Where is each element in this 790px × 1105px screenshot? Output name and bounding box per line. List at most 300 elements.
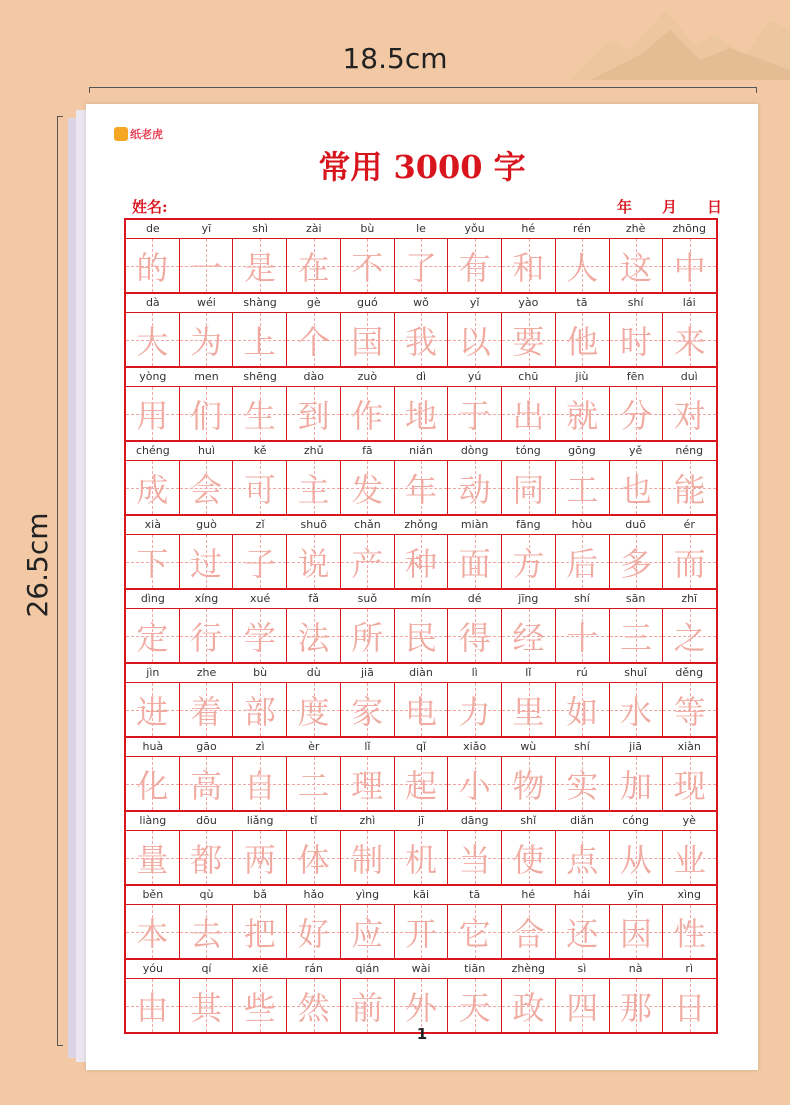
- tian-zi-cell: [663, 757, 716, 810]
- trace-character: 有: [458, 248, 491, 287]
- pinyin-label: hé: [521, 222, 536, 235]
- trace-character: 家: [351, 692, 384, 731]
- tian-zi-cell: [556, 313, 610, 366]
- pinyin-label: kě: [253, 444, 267, 457]
- tian-zi-cell: [287, 979, 341, 1032]
- trace-character: 为: [190, 322, 223, 361]
- trace-character: 水: [619, 692, 652, 731]
- character-row: [126, 609, 716, 664]
- tian-zi-cell: [556, 979, 610, 1032]
- pinyin-label: tóng: [515, 444, 541, 457]
- trace-character: 了: [405, 248, 438, 287]
- pinyin-label: zhì: [359, 814, 376, 827]
- character-row: [126, 461, 716, 516]
- pinyin-label: gè: [306, 296, 321, 309]
- pinyin-label: diǎn: [570, 814, 594, 827]
- trace-character: 电: [405, 692, 438, 731]
- pinyin-label: zì: [255, 740, 265, 753]
- tian-zi-cell: [448, 757, 502, 810]
- tian-zi-cell: [448, 461, 502, 514]
- trace-character: 一: [190, 248, 223, 287]
- pinyin-label: yào: [518, 296, 539, 309]
- grid-row: [126, 886, 716, 960]
- trace-character: 它: [458, 914, 491, 953]
- pinyin-label: dào: [303, 370, 324, 383]
- trace-character: 四: [566, 988, 599, 1027]
- pinyin-label: zhǒng: [404, 518, 438, 531]
- pinyin-label: ér: [683, 518, 695, 531]
- tian-zi-cell: [610, 239, 664, 292]
- trace-character: 也: [619, 470, 652, 509]
- tian-zi-cell: [287, 461, 341, 514]
- pinyin-label: wǒ: [413, 296, 429, 309]
- pinyin-label: bù: [253, 666, 268, 679]
- pinyin-label: le: [416, 222, 426, 235]
- trace-character: 如: [566, 692, 599, 731]
- tian-zi-cell: [126, 831, 180, 884]
- tian-zi-cell: [287, 757, 341, 810]
- tian-zi-cell: [502, 979, 556, 1032]
- tian-zi-cell: [502, 461, 556, 514]
- trace-character: 法: [297, 618, 330, 657]
- pinyin-label: tiān: [464, 962, 486, 975]
- tian-zi-cell: [395, 239, 449, 292]
- pinyin-label: shí: [627, 296, 644, 309]
- pinyin-label: yú: [467, 370, 482, 383]
- trace-character: 好: [297, 914, 330, 953]
- character-row: [126, 313, 716, 368]
- trace-character: 中: [673, 248, 706, 287]
- pinyin-row: [126, 590, 716, 609]
- tian-zi-cell: [663, 905, 716, 958]
- pinyin-label: dé: [467, 592, 482, 605]
- tian-zi-cell: [126, 905, 180, 958]
- pinyin-label: sān: [625, 592, 646, 605]
- tian-zi-cell: [448, 239, 502, 292]
- trace-character: 行: [190, 618, 223, 657]
- character-row: [126, 905, 716, 960]
- tian-zi-cell: [610, 461, 664, 514]
- tian-zi-cell: [610, 313, 664, 366]
- trace-character: 体: [297, 840, 330, 879]
- pinyin-label: shuō: [300, 518, 327, 531]
- tian-zi-cell: [502, 313, 556, 366]
- tian-zi-cell: [502, 609, 556, 662]
- tian-zi-cell: [448, 387, 502, 440]
- tian-zi-cell: [341, 979, 395, 1032]
- tian-zi-cell: [395, 609, 449, 662]
- pinyin-label: huà: [142, 740, 164, 753]
- tian-zi-cell: [663, 979, 716, 1032]
- tian-zi-cell: [341, 905, 395, 958]
- trace-character: 对: [673, 396, 706, 435]
- tian-zi-cell: [126, 461, 180, 514]
- tian-zi-cell: [126, 757, 180, 810]
- tian-zi-cell: [341, 461, 395, 514]
- pinyin-label: men: [194, 370, 219, 383]
- trace-character: 经: [512, 618, 545, 657]
- pinyin-row: [126, 886, 716, 905]
- practice-grid: [124, 218, 718, 1034]
- tian-zi-cell: [448, 683, 502, 736]
- tian-zi-cell: [180, 979, 234, 1032]
- pinyin-label: chǎn: [354, 518, 381, 531]
- pinyin-label: zhǔ: [303, 444, 324, 457]
- page-title: 常用 3000 字: [318, 148, 526, 186]
- trace-character: 合: [512, 914, 545, 953]
- trace-character: 业: [673, 840, 706, 879]
- pinyin-label: hé: [521, 888, 536, 901]
- tian-zi-cell: [180, 905, 234, 958]
- tian-zi-cell: [341, 683, 395, 736]
- pinyin-label: wéi: [197, 296, 216, 309]
- pinyin-label: yī: [201, 222, 212, 235]
- trace-character: 子: [243, 544, 276, 583]
- pinyin-label: yòng: [139, 370, 167, 383]
- pinyin-label: dòng: [460, 444, 489, 457]
- tian-zi-cell: [610, 683, 664, 736]
- tian-zi-cell: [610, 979, 664, 1032]
- tian-zi-cell: [287, 387, 341, 440]
- pinyin-label: nián: [409, 444, 433, 457]
- pinyin-label: yǐ: [469, 296, 480, 309]
- pinyin-label: liǎng: [246, 814, 274, 827]
- trace-character: 同: [512, 470, 545, 509]
- pinyin-label: mín: [410, 592, 432, 605]
- pinyin-row: [126, 220, 716, 239]
- tian-zi-cell: [395, 905, 449, 958]
- width-dimension-label: 18.5cm: [342, 42, 448, 75]
- pinyin-label: zhī: [681, 592, 698, 605]
- tian-zi-cell: [233, 905, 287, 958]
- trace-character: 定: [136, 618, 169, 657]
- trace-character: 就: [566, 396, 599, 435]
- pinyin-label: kāi: [412, 888, 430, 901]
- page-number: 1: [416, 1025, 428, 1043]
- trace-character: 里: [512, 692, 545, 731]
- trace-character: 天: [458, 988, 491, 1027]
- grid-row: [126, 516, 716, 590]
- pinyin-label: yě: [628, 444, 643, 457]
- pinyin-label: gōng: [568, 444, 596, 457]
- trace-character: 小: [458, 766, 491, 805]
- trace-character: 说: [297, 544, 330, 583]
- tian-zi-cell: [502, 905, 556, 958]
- trace-character: 大: [136, 322, 169, 361]
- pinyin-label: děng: [675, 666, 704, 679]
- pinyin-label: miàn: [460, 518, 489, 531]
- pinyin-label: shí: [574, 740, 590, 753]
- trace-character: 民: [405, 618, 438, 657]
- pinyin-label: zhōng: [672, 222, 706, 235]
- tian-zi-cell: [180, 757, 234, 810]
- grid-row: [126, 960, 716, 1032]
- brand-logo: [114, 126, 163, 142]
- pinyin-row: [126, 960, 716, 979]
- trace-character: 使: [512, 840, 545, 879]
- tian-zi-cell: [180, 387, 234, 440]
- tian-zi-cell: [287, 239, 341, 292]
- trace-character: 生: [243, 396, 276, 435]
- tian-zi-cell: [233, 979, 287, 1032]
- trace-character: 由: [136, 988, 169, 1027]
- pinyin-label: cóng: [622, 814, 649, 827]
- tian-zi-cell: [395, 461, 449, 514]
- trace-character: 力: [458, 692, 491, 731]
- trace-character: 之: [673, 618, 706, 657]
- pinyin-label: jiā: [360, 666, 374, 679]
- grid-row: [126, 812, 716, 886]
- trace-character: 个: [297, 322, 330, 361]
- tian-zi-cell: [341, 831, 395, 884]
- pinyin-label: lǐ: [525, 666, 532, 679]
- tian-zi-cell: [663, 683, 716, 736]
- tian-zi-cell: [610, 535, 664, 588]
- trace-character: 去: [190, 914, 223, 953]
- trace-character: 可: [243, 470, 276, 509]
- trace-character: 然: [297, 988, 330, 1027]
- pinyin-label: dì: [416, 370, 427, 383]
- pinyin-label: qǐ: [416, 740, 427, 753]
- trace-character: 面: [458, 544, 491, 583]
- tian-zi-cell: [233, 387, 287, 440]
- practice-page: [86, 104, 758, 1070]
- tian-zi-cell: [502, 757, 556, 810]
- tian-zi-cell: [341, 313, 395, 366]
- trace-character: 其: [190, 988, 223, 1027]
- trace-character: 等: [673, 692, 706, 731]
- grid-row: [126, 368, 716, 442]
- trace-character: 成: [136, 470, 169, 509]
- character-row: [126, 683, 716, 738]
- pinyin-label: tā: [469, 888, 481, 901]
- trace-character: 物: [512, 766, 545, 805]
- pinyin-label: zǐ: [255, 518, 265, 531]
- tian-zi-cell: [233, 757, 287, 810]
- tian-zi-cell: [663, 387, 716, 440]
- trace-character: 多: [619, 544, 652, 583]
- tian-zi-cell: [610, 757, 664, 810]
- trace-character: 出: [512, 396, 545, 435]
- trace-character: 化: [136, 766, 169, 805]
- trace-character: 因: [619, 914, 652, 953]
- trace-character: 当: [458, 840, 491, 879]
- character-row: [126, 239, 716, 294]
- pinyin-label: dù: [306, 666, 321, 679]
- tian-zi-cell: [663, 831, 716, 884]
- character-row: [126, 831, 716, 886]
- trace-character: 两: [243, 840, 276, 879]
- trace-character: 种: [405, 544, 438, 583]
- trace-character: 进: [136, 692, 169, 731]
- trace-character: 和: [512, 248, 545, 287]
- trace-character: 实: [566, 766, 599, 805]
- character-row: [126, 535, 716, 590]
- trace-character: 时: [619, 322, 652, 361]
- tian-zi-cell: [233, 683, 287, 736]
- trace-character: 来: [673, 322, 706, 361]
- pinyin-label: shuǐ: [624, 666, 647, 679]
- character-row: [126, 979, 716, 1032]
- tian-zi-cell: [287, 831, 341, 884]
- pinyin-label: liàng: [139, 814, 167, 827]
- tian-zi-cell: [180, 535, 234, 588]
- pinyin-label: dōu: [196, 814, 217, 827]
- tian-zi-cell: [556, 387, 610, 440]
- tian-zi-cell: [502, 239, 556, 292]
- pinyin-label: rén: [572, 222, 591, 235]
- pinyin-row: [126, 294, 716, 313]
- trace-character: 现: [673, 766, 706, 805]
- trace-character: 三: [619, 618, 652, 657]
- tian-zi-cell: [287, 535, 341, 588]
- pinyin-label: duō: [625, 518, 646, 531]
- pinyin-label: sì: [577, 962, 587, 975]
- grid-row: [126, 294, 716, 368]
- trace-character: 还: [566, 914, 599, 953]
- grid-row: [126, 442, 716, 516]
- pinyin-label: guò: [196, 518, 217, 531]
- pinyin-label: shì: [252, 222, 268, 235]
- pinyin-label: hǎo: [303, 888, 324, 901]
- pinyin-row: [126, 516, 716, 535]
- trace-character: 会: [190, 470, 223, 509]
- trace-character: 工: [566, 470, 599, 509]
- pinyin-label: zhè: [625, 222, 646, 235]
- trace-character: 学: [243, 618, 276, 657]
- pinyin-label: fā: [362, 444, 373, 457]
- pinyin-label: duì: [680, 370, 698, 383]
- pinyin-label: rú: [576, 666, 588, 679]
- trace-character: 们: [190, 396, 223, 435]
- trace-character: 这: [619, 248, 652, 287]
- tian-zi-cell: [556, 683, 610, 736]
- trace-character: 后: [566, 544, 599, 583]
- trace-character: 他: [566, 322, 599, 361]
- pinyin-label: néng: [675, 444, 704, 457]
- trace-character: 外: [405, 988, 438, 1027]
- pinyin-label: lǐ: [364, 740, 371, 753]
- tian-zi-cell: [341, 535, 395, 588]
- tian-zi-cell: [610, 831, 664, 884]
- pinyin-label: yìng: [355, 888, 380, 901]
- pinyin-label: qián: [355, 962, 380, 975]
- tian-zi-cell: [395, 683, 449, 736]
- trace-character: 能: [673, 470, 706, 509]
- trace-character: 从: [619, 840, 652, 879]
- trace-character: 方: [512, 544, 545, 583]
- pinyin-label: tǐ: [310, 814, 318, 827]
- trace-character: 理: [351, 766, 384, 805]
- tian-zi-cell: [233, 535, 287, 588]
- trace-character: 下: [136, 544, 169, 583]
- grid-row: [126, 220, 716, 294]
- tian-zi-cell: [341, 239, 395, 292]
- tian-zi-cell: [180, 313, 234, 366]
- tiger-logo-icon: [114, 127, 128, 141]
- tian-zi-cell: [126, 609, 180, 662]
- tian-zi-cell: [556, 609, 610, 662]
- pinyin-label: shēng: [243, 370, 277, 383]
- tian-zi-cell: [395, 535, 449, 588]
- pinyin-label: huì: [197, 444, 215, 457]
- pinyin-label: shàng: [243, 296, 277, 309]
- pinyin-label: yǒu: [464, 222, 485, 235]
- tian-zi-cell: [233, 609, 287, 662]
- tian-zi-cell: [126, 979, 180, 1032]
- pinyin-label: shǐ: [520, 814, 537, 827]
- pinyin-label: suǒ: [357, 592, 378, 605]
- tian-zi-cell: [448, 979, 502, 1032]
- width-dimension-line: [89, 87, 757, 88]
- trace-character: 要: [512, 322, 545, 361]
- trace-character: 性: [673, 914, 706, 953]
- pinyin-label: tā: [576, 296, 588, 309]
- pinyin-label: bǎ: [253, 888, 267, 901]
- pinyin-label: jīng: [518, 592, 539, 605]
- tian-zi-cell: [448, 831, 502, 884]
- tian-zi-cell: [126, 535, 180, 588]
- trace-character: 起: [405, 766, 438, 805]
- pinyin-label: guó: [357, 296, 378, 309]
- pinyin-row: [126, 664, 716, 683]
- trace-character: 自: [243, 766, 276, 805]
- pinyin-label: xiǎo: [463, 740, 487, 753]
- trace-character: 而: [673, 544, 706, 583]
- trace-character: 人: [566, 248, 599, 287]
- tian-zi-cell: [448, 609, 502, 662]
- pinyin-label: rì: [685, 962, 694, 975]
- tian-zi-cell: [556, 239, 610, 292]
- tian-zi-cell: [502, 831, 556, 884]
- trace-character: 着: [190, 692, 223, 731]
- tian-zi-cell: [663, 609, 716, 662]
- trace-character: 都: [190, 840, 223, 879]
- trace-character: 些: [243, 988, 276, 1027]
- pinyin-label: fǎ: [308, 592, 320, 605]
- tian-zi-cell: [180, 239, 234, 292]
- tian-zi-cell: [341, 609, 395, 662]
- pinyin-row: [126, 738, 716, 757]
- tian-zi-cell: [663, 461, 716, 514]
- tian-zi-cell: [126, 313, 180, 366]
- trace-character: 二: [297, 766, 330, 805]
- pinyin-label: xué: [249, 592, 271, 605]
- pinyin-label: chū: [518, 370, 539, 383]
- trace-character: 发: [351, 470, 384, 509]
- grid-row: [126, 664, 716, 738]
- tian-zi-cell: [663, 535, 716, 588]
- pinyin-label: xíng: [194, 592, 219, 605]
- pinyin-label: jìn: [146, 666, 160, 679]
- character-row: [126, 757, 716, 812]
- pinyin-label: dìng: [140, 592, 165, 605]
- pinyin-label: hái: [573, 888, 591, 901]
- tian-zi-cell: [233, 461, 287, 514]
- tian-zi-cell: [556, 905, 610, 958]
- pinyin-label: wù: [520, 740, 537, 753]
- trace-character: 国: [351, 322, 384, 361]
- trace-character: 地: [405, 396, 438, 435]
- pinyin-label: lì: [471, 666, 478, 679]
- tian-zi-cell: [556, 535, 610, 588]
- tian-zi-cell: [180, 831, 234, 884]
- pinyin-label: xià: [144, 518, 161, 531]
- trace-character: 点: [566, 840, 599, 879]
- trace-character: 的: [136, 248, 169, 287]
- pinyin-label: shí: [574, 592, 590, 605]
- pinyin-label: zuò: [357, 370, 378, 383]
